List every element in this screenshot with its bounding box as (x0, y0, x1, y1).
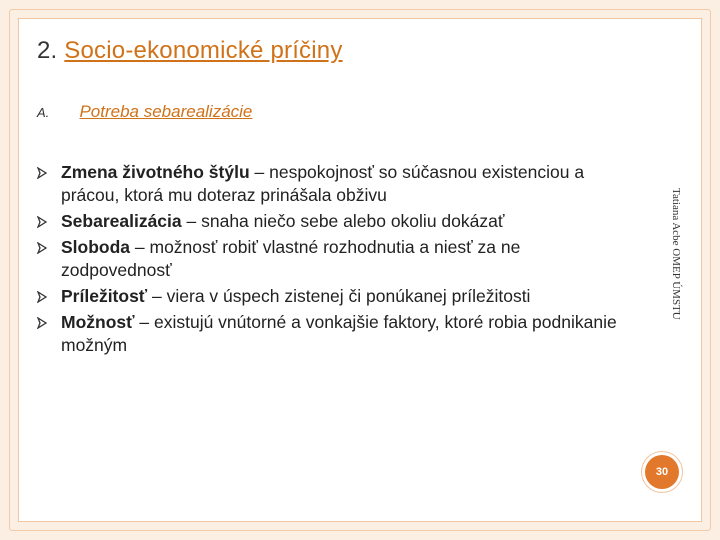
bullet-text: – možnosť robiť vlastné rozhodnutia a niesť za ne zodpovednosť (61, 237, 521, 280)
subheading-letter: A. (37, 105, 50, 120)
arrow-right-icon (37, 291, 47, 303)
subheading (37, 102, 252, 122)
bullet-text: – existujú vnútorné a vonkajšie faktory, ktoré robia podnikanie možným (61, 312, 617, 355)
bullet-text: – viera v úspech zistenej či ponúkanej príležitosti (147, 286, 531, 306)
bullet-item (37, 285, 617, 308)
bullet-list (37, 161, 617, 360)
bullet-item (37, 311, 617, 357)
bullet-text: – snaha niečo sebe alebo okoliu dokázať (181, 211, 505, 231)
vertical-footer (668, 188, 684, 338)
bullet-item (37, 210, 617, 233)
page-number: 30 (645, 455, 679, 489)
title-number: 2. (37, 37, 58, 64)
bullet-term: Možnosť (61, 312, 135, 332)
arrow-right-icon (37, 167, 47, 179)
vertical-footer-text: Tatiana Acbe OMEP ÚMSTU (670, 188, 682, 320)
subheading-text: Potreba sebarealizácie (79, 102, 253, 121)
title-text: Socio-ekonomické príčiny (64, 37, 343, 64)
bullet-text: – nespokojnosť so súčasnou existenciou a prácou, ktorá mu doteraz prinášala obživu (61, 162, 585, 205)
bullet-item (37, 236, 617, 282)
bullet-term: Zmena životného štýlu (61, 162, 250, 182)
bullet-term: Sloboda (61, 237, 131, 257)
arrow-right-icon (37, 317, 47, 329)
slide-title (37, 37, 343, 65)
bullet-term: Sebarealizácia (61, 211, 182, 231)
page-number-badge (641, 451, 683, 493)
bullet-item (37, 161, 617, 207)
bullet-term: Príležitosť (61, 286, 148, 306)
arrow-right-icon (37, 216, 47, 228)
arrow-right-icon (37, 242, 47, 254)
